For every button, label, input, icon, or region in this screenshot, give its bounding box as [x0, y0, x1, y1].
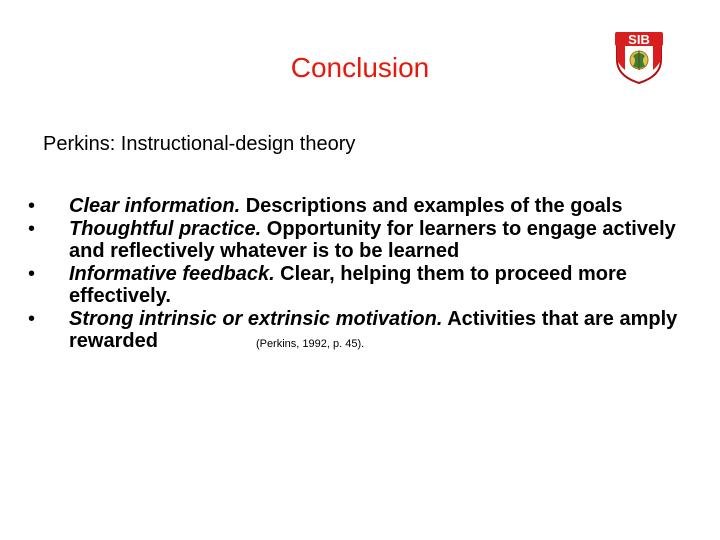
- bullet-dot-icon: •: [28, 217, 36, 240]
- bullet-dot-icon: •: [28, 195, 36, 217]
- bullet-lead: Strong intrinsic or extrinsic motivation.: [69, 307, 443, 330]
- bullet-lead: Clear information.: [69, 195, 241, 217]
- slide-title: Conclusion: [290, 52, 430, 83]
- bullet-item: [28, 195, 688, 218]
- bullet-item: [28, 218, 688, 263]
- bullet-text: Opportunity for learners to engage actively and reflectively whatever is to be learned: [69, 217, 676, 262]
- bullet-text: Activities that are amply rewarded: [69, 307, 678, 352]
- bullet-dot-icon: •: [28, 262, 36, 285]
- bullet-dot-icon: •: [28, 307, 36, 330]
- bullet-lead: Informative feedback.: [69, 262, 275, 285]
- citation: (Perkins, 1992, p. 45).: [255, 338, 365, 350]
- sib-logo: [611, 30, 667, 84]
- logo-text: SIB: [628, 32, 650, 47]
- bullet-text: Descriptions and examples of the goals: [240, 195, 623, 217]
- bullet-item: [28, 263, 688, 308]
- bullet-item: [28, 308, 688, 356]
- slide-subtitle: Perkins: Instructional-design theory: [43, 133, 356, 155]
- bullet-text: Clear, helping them to proceed more effectively.: [69, 262, 627, 307]
- bullet-lead: Thoughtful practice.: [69, 217, 262, 240]
- bullet-list: [28, 195, 688, 356]
